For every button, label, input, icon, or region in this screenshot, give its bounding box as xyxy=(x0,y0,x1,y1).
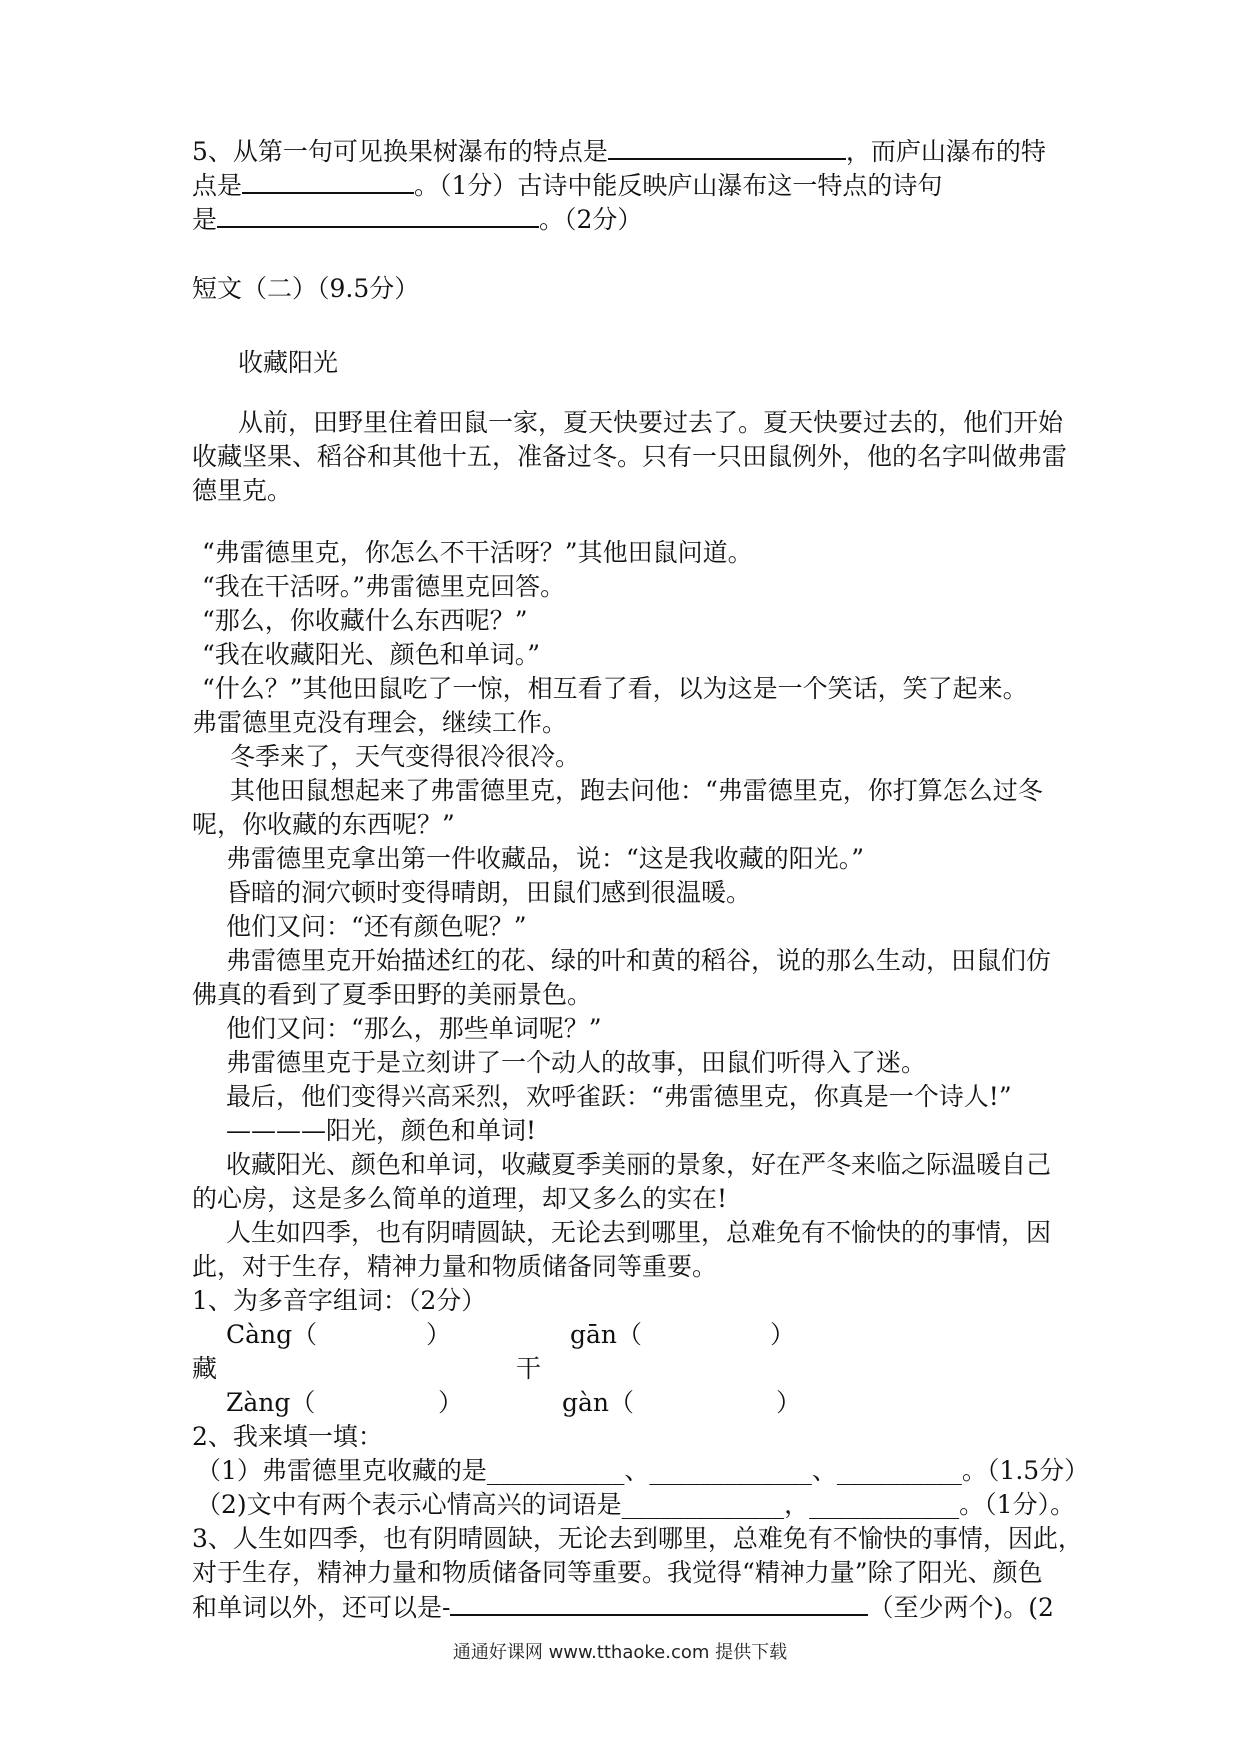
q1-gan2-close: ） xyxy=(776,1388,802,1417)
q1-gan2-open: gàn（ xyxy=(562,1388,635,1417)
story-line: 最后，他们变得兴高采烈，欢呼雀跃：“弗雷德里克，你真是一个诗人!” xyxy=(226,1082,1012,1111)
story-line: 此，对于生存，精神力量和物质储备同等重要。 xyxy=(192,1252,718,1281)
q5-text-2b: 。（1分）古诗中能反映庐山瀑布这一特点的诗句 xyxy=(414,171,943,200)
q2-part-2: （2)文中有两个表示心情高兴的词语是_____________，____________。（1分）。 xyxy=(196,1490,1076,1519)
story-line: 德里克。 xyxy=(192,476,293,505)
footer-note: 通通好课网 www.tthaoke.com 提供下载 xyxy=(452,1642,788,1663)
story-line: 从前，田野里住着田鼠一家，夏天快要过去了。夏天快要过去的，他们开始 xyxy=(238,408,1064,437)
story-line: 呢，你收藏的东西呢？” xyxy=(192,810,455,839)
story-line: 他们又问：“还有颜色呢？” xyxy=(226,912,527,941)
q1-cang-close: ） xyxy=(426,1320,452,1349)
q3-blank[interactable] xyxy=(450,1590,868,1616)
q5-text-1a: 5、从第一句可见换果树瀑布的特点是 xyxy=(192,137,608,166)
story-line: 昏暗的洞穴顿时变得晴朗，田鼠们感到很温暖。 xyxy=(226,878,752,907)
story-line: “弗雷德里克，你怎么不干活呀？”其他田鼠问道。 xyxy=(202,538,753,567)
story-line: 其他田鼠想起来了弗雷德里克，跑去问他：“弗雷德里克，你打算怎么过冬 xyxy=(230,776,1043,805)
story-line: “那么，你收藏什么东西呢？” xyxy=(202,606,528,635)
q1-cang-open: Càng（ xyxy=(226,1320,318,1349)
q1-title: 1、为多音字组词：（2分） xyxy=(192,1286,487,1315)
story-line: 收藏坚果、稻谷和其他十五，准备过冬。只有一只田鼠例外，他的名字叫做弗雷 xyxy=(192,442,1068,471)
story-line: 的心房，这是多么简单的道理，却又多么的实在! xyxy=(192,1184,728,1213)
story-line: 弗雷德里克没有理会，继续工作。 xyxy=(192,708,568,737)
story-line: 冬季来了，天气变得很冷很冷。 xyxy=(230,742,581,771)
story-line: 他们又问：“那么，那些单词呢？” xyxy=(226,1014,602,1043)
q1-zang-open: Zàng（ xyxy=(226,1388,316,1417)
story-line: 佛真的看到了夏季田野的美丽景色。 xyxy=(192,980,593,1009)
q5-text-1b: ，而庐山瀑布的特 xyxy=(845,137,1046,166)
story-line: “什么？”其他田鼠吃了一惊，相互看了看，以为这是一个笑话，笑了起来。 xyxy=(202,674,1028,703)
q3-text-3a: 和单词以外，还可以是- xyxy=(192,1593,451,1622)
q5-line-2 xyxy=(192,168,942,203)
q1-gan1-open: gān（ xyxy=(570,1320,643,1349)
story-line: 弗雷德里克开始描述红的花、绿的叶和黄的稻谷，说的那么生动，田鼠们仿 xyxy=(226,946,1052,975)
story-line: 收藏阳光、颜色和单词，收藏夏季美丽的景象，好在严冬来临之际温暖自己 xyxy=(226,1150,1052,1179)
q1-char-cang: 藏 xyxy=(192,1354,218,1383)
story-line: “我在干活呀。”弗雷德里克回答。 xyxy=(202,572,566,601)
q5-blank-3[interactable] xyxy=(217,202,539,228)
story-line: “我在收藏阳光、颜色和单词。” xyxy=(202,640,541,669)
story-line: ————阳光，颜色和单词! xyxy=(226,1116,537,1145)
q3-line-3 xyxy=(192,1590,1054,1625)
q5-text-2a: 点是 xyxy=(192,171,243,200)
story-line: 弗雷德里克拿出第一件收藏品，说：“这是我收藏的阳光。” xyxy=(226,844,865,873)
q5-blank-1[interactable] xyxy=(608,134,846,160)
q5-text-3b: 。（2分） xyxy=(539,205,643,234)
section-title: 短文（二）（9.5分） xyxy=(192,274,420,303)
q5-line-1 xyxy=(192,134,1046,169)
q5-line-3 xyxy=(192,202,642,237)
q1-gan1-close: ） xyxy=(770,1320,796,1349)
story-title: 收藏阳光 xyxy=(238,348,339,377)
q1-zang-close: ） xyxy=(438,1388,464,1417)
q5-text-3a: 是 xyxy=(192,205,218,234)
q1-char-gan: 干 xyxy=(516,1354,542,1383)
q2-part-1: （1）弗雷德里克收藏的是___________、_____________、__________。（1.5分） xyxy=(196,1456,1090,1485)
story-line: 人生如四季，也有阴晴圆缺，无论去到哪里，总难免有不愉快的的事情，因 xyxy=(226,1218,1052,1247)
q3-line-2: 对于生存，精神力量和物质储备同等重要。我觉得“精神力量”除了阳光、颜色 xyxy=(192,1558,1043,1587)
q2-title: 2、我来填一填： xyxy=(192,1422,383,1451)
q5-blank-2[interactable] xyxy=(242,168,414,194)
q3-text-3b: （至少两个)。(2 xyxy=(868,1593,1054,1622)
q3-line-1: 3、人生如四季，也有阴晴圆缺，无论去到哪里，总难免有不愉快的事情，因此， xyxy=(192,1524,1083,1553)
story-line: 弗雷德里克于是立刻讲了一个动人的故事，田鼠们听得入了迷。 xyxy=(226,1048,927,1077)
